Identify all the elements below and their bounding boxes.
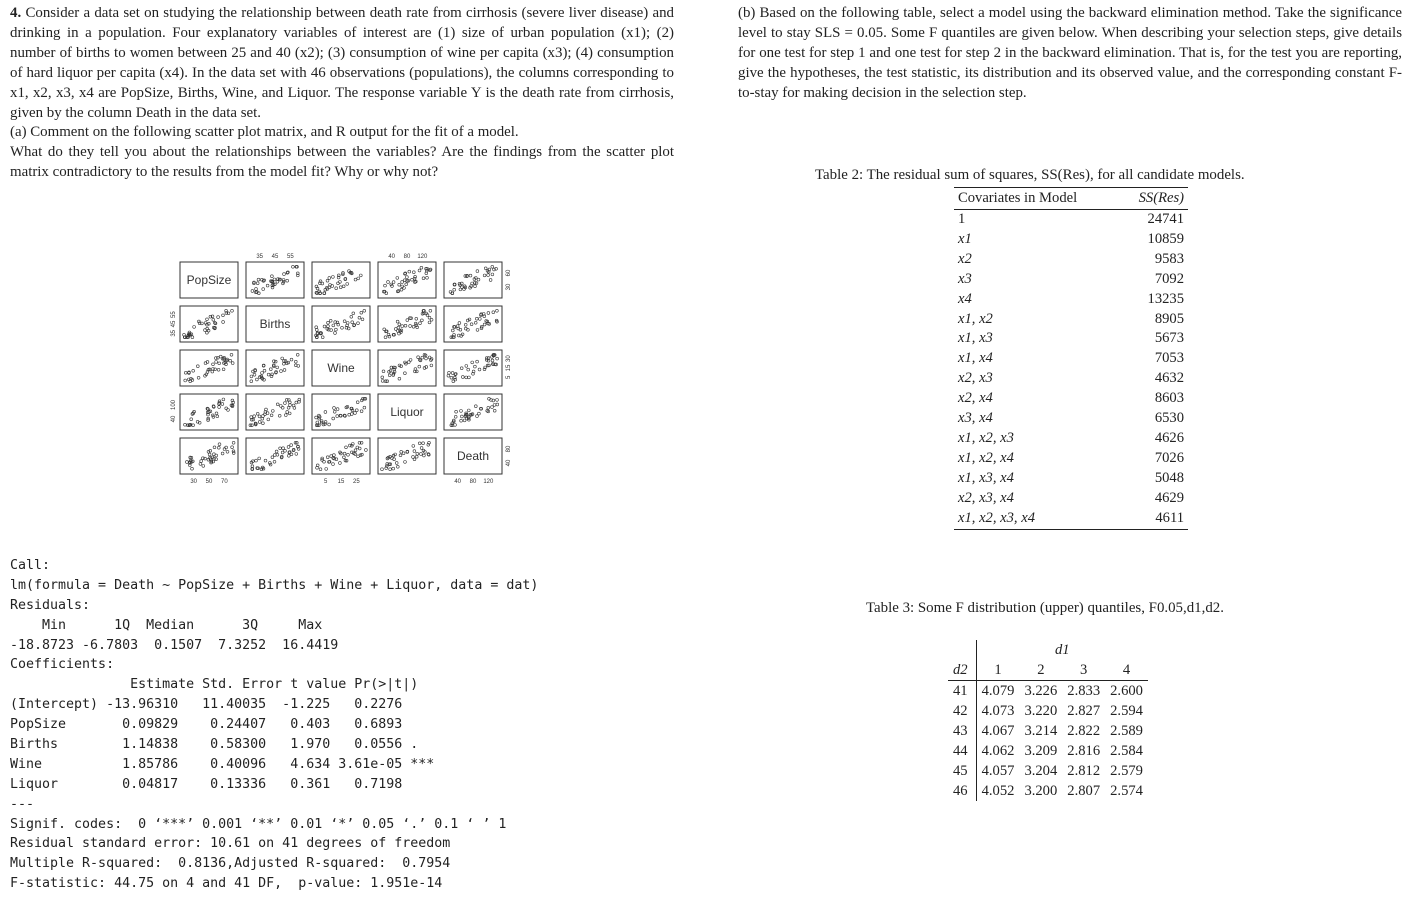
table2-ss-cell: 13235	[1147, 290, 1184, 307]
table3-cell: 3.200	[1024, 783, 1058, 799]
axis-tick-label: 15	[337, 479, 345, 485]
table3-d2-value: 46	[948, 781, 976, 801]
r-output-line: Call:	[10, 558, 51, 573]
axis-tick-label: 45	[171, 320, 177, 328]
r-output-line: Births 1.14838 0.58300 1.970 0.0556 .	[10, 737, 419, 753]
table3-d1-value: 4	[1105, 660, 1148, 681]
variable-label-popsize: PopSize	[186, 273, 232, 287]
r-output-line: Residual standard error: 10.61 on 41 degrees of freedom	[10, 836, 451, 852]
axis-tick-label: 40	[454, 479, 462, 485]
question-intro-text: Consider a data set on studying the relationship between death rate from cirrhosis (severe liver disease) and drinking in a population. Four explanatory variables of interest are (1) size of urban population (x1); (2) number of births to women between 25 and 40 (x2); (3) consumption of wine per capita (x3); (4) consumption of hard liquor per capita (x4). In the data set with 46 observations (populations), the columns corresponding to x1, x2, x3, x4 are PopSize, Births, Wine, and Liquor. The response variable Y is the death rate from cirrhosis, given by the column Death in the data set.	[10, 5, 674, 121]
table3-d1-value: 2	[1019, 660, 1062, 681]
table2-ss-cell: 8603	[1154, 390, 1184, 407]
part-a-line-1: (a) Comment on the following scatter plot matrix, and R output for the fit of a model.	[10, 124, 519, 141]
part-a-line-2: What do they tell you about the relationships between the variables? Are the findings from the scatter plot matrix contradictory to the results from the model fit? Why or why not?	[10, 144, 674, 181]
table2-ss-cell: 5048	[1154, 469, 1184, 486]
axis-tick-label: 15	[506, 364, 512, 372]
left-column	[10, 4, 674, 183]
table3-caption: Table 3: Some F distribution (upper) quantiles, F0.05,d1,d2.	[866, 600, 1224, 616]
table3-cell: 3.204	[1024, 763, 1058, 779]
table2-ss-cell: 4611	[1155, 509, 1184, 526]
axis-tick-label: 25	[352, 479, 360, 485]
table3-cell: 2.822	[1067, 723, 1101, 739]
question-intro	[10, 4, 674, 123]
axis-tick-label: 45	[271, 254, 279, 260]
table2-row	[954, 270, 1188, 290]
axis-tick-label: 5	[506, 375, 512, 380]
axis-tick-label: 30	[506, 283, 512, 291]
scatter-panel	[246, 350, 304, 386]
axis-tick-label: 120	[417, 254, 428, 260]
r-output-line: lm(formula = Death ~ PopSize + Births + Wine + Liquor, data = dat)	[10, 577, 539, 593]
table3-cell: 4.062	[981, 743, 1015, 759]
table2-row	[954, 389, 1188, 409]
axis-tick-label: 40	[388, 254, 396, 260]
table3-d2-value: 41	[948, 681, 976, 702]
r-output-line: (Intercept) -13.96310 11.40035 -1.225 0.2276	[10, 697, 403, 713]
axis-tick-label: 70	[220, 479, 228, 485]
table2-model-cell: 1	[958, 211, 966, 227]
table2-row	[954, 509, 1188, 529]
r-output-line: Residuals:	[10, 597, 91, 613]
r-output-line: Estimate Std. Error t value Pr(>|t|)	[10, 677, 419, 693]
r-output-line: ---	[10, 796, 35, 812]
table2-ss-cell: 8905	[1154, 310, 1184, 327]
table3-d2-value: 42	[948, 701, 976, 721]
r-output-line: -18.8723 -6.7803 0.1507 7.3252 16.4419	[10, 637, 339, 653]
table3-row	[948, 681, 1148, 702]
table2-row	[954, 469, 1188, 489]
table2-model-cell: x1	[958, 230, 972, 247]
r-output-line: Multiple R-squared: 0.8136,Adjusted R-squared: 0.7954	[10, 856, 451, 872]
table2-ss-cell: 6530	[1154, 410, 1184, 427]
table3-cell: 4.052	[981, 783, 1015, 799]
table2-model-cell: x2, x3, x4	[958, 489, 1014, 506]
table2-row	[954, 310, 1188, 330]
table2-row	[954, 409, 1188, 429]
table3-corner	[948, 640, 976, 660]
table2-row	[954, 230, 1188, 250]
table2-model-cell: x1, x2	[958, 310, 993, 327]
table2-ss-cell: 5673	[1154, 330, 1184, 347]
table3-d2-label: d2	[948, 660, 976, 681]
table3-row	[948, 701, 1148, 721]
axis-tick-label: 80	[403, 254, 411, 260]
table3-cell: 3.220	[1024, 703, 1058, 719]
table3-cell: 2.574	[1110, 783, 1143, 799]
r-output-line: Coefficients:	[10, 657, 115, 673]
table3-cell: 3.226	[1024, 683, 1058, 699]
table3-cell: 4.057	[981, 763, 1015, 779]
r-output-line: Liquor 0.04817 0.13336 0.361 0.7198	[10, 776, 403, 792]
table2	[954, 187, 1188, 530]
table2-model-cell: x4	[958, 290, 972, 307]
variable-label-wine: Wine	[327, 361, 355, 375]
table2-row	[954, 349, 1188, 369]
table2-model-cell: x2, x4	[958, 390, 993, 407]
table2-body	[954, 210, 1188, 530]
table3-cell: 4.067	[981, 723, 1015, 739]
table2-model-cell: x1, x3	[958, 330, 993, 347]
table3-row	[948, 761, 1148, 781]
table2-row	[954, 369, 1188, 389]
table3-d1-value: 3	[1062, 660, 1105, 681]
r-output-line: F-statistic: 44.75 on 4 and 41 DF, p-value: 1.951e-14	[10, 876, 443, 892]
right-column	[738, 4, 1402, 104]
table3	[948, 640, 1148, 801]
table3-cell: 3.214	[1024, 723, 1058, 739]
table2-row	[954, 290, 1188, 310]
table3-cell: 2.594	[1110, 703, 1143, 719]
table2-caption: Table 2: The residual sum of squares, SS(Res), for all candidate models.	[815, 167, 1245, 183]
table3-cell: 2.812	[1067, 763, 1101, 779]
table3-d2-value: 45	[948, 761, 976, 781]
axis-tick-label: 50	[205, 479, 213, 485]
table3-cell: 2.579	[1110, 763, 1143, 779]
table3-cell: 2.807	[1067, 783, 1101, 799]
table2-model-cell: x1, x3, x4	[958, 469, 1014, 486]
question-number: 4.	[10, 5, 22, 21]
table2-model-cell: x1, x2, x3	[958, 429, 1014, 446]
table2-model-cell: x2	[958, 250, 972, 267]
table3-row	[948, 721, 1148, 741]
r-output-line: PopSize 0.09829 0.24407 0.403 0.6893	[10, 717, 403, 733]
variable-label-liquor: Liquor	[390, 405, 424, 419]
table3-cell: 4.079	[981, 683, 1015, 699]
table3-header-row	[948, 660, 1148, 681]
table2-model-cell: x1, x4	[958, 350, 993, 367]
table2-model-cell: x2, x3	[958, 370, 993, 387]
table2-header-covariates: Covariates in Model	[954, 188, 1119, 210]
axis-tick-label: 40	[171, 415, 177, 423]
table3-d2-value: 44	[948, 741, 976, 761]
axis-tick-label: 80	[506, 445, 512, 453]
table2-ss-cell: 7026	[1154, 449, 1184, 466]
table2-ss-cell: 10859	[1147, 230, 1184, 247]
table2-ss-cell: 7092	[1154, 270, 1184, 287]
table2-row	[954, 429, 1188, 449]
axis-tick-label: 35	[171, 329, 177, 337]
table3-d1-label: d1	[1054, 642, 1070, 658]
table2-model-cell: x1, x2, x3, x4	[958, 509, 1035, 526]
variable-label-death: Death	[456, 449, 490, 463]
table2-row	[954, 250, 1188, 270]
table3-d2-value: 43	[948, 721, 976, 741]
table2-row	[954, 449, 1188, 469]
table2-ss-cell: 4632	[1154, 370, 1184, 387]
table3-cell: 2.600	[1110, 683, 1143, 699]
table3-body	[948, 640, 1148, 801]
axis-tick-label: 55	[286, 254, 294, 260]
table2-ss-cell: 4629	[1154, 489, 1184, 506]
table2-model-cell: x3, x4	[958, 410, 993, 427]
axis-tick-label: 5	[323, 479, 328, 485]
scatter-plot-matrix	[162, 248, 528, 496]
axis-tick-label: 80	[469, 479, 477, 485]
table3-cell: 2.827	[1067, 703, 1101, 719]
table3-d1-value: 1	[976, 660, 1019, 681]
variable-label-births: Births	[259, 317, 291, 331]
axis-tick-label: 30	[190, 479, 198, 485]
axis-tick-label: 30	[506, 355, 512, 363]
table2-row	[954, 329, 1188, 349]
scatter-panel	[378, 438, 436, 474]
table3-d1-label-row	[948, 640, 1148, 660]
axis-tick-label: 40	[506, 459, 512, 467]
table2-model-cell: x3	[958, 270, 972, 287]
table3-cell: 2.833	[1067, 683, 1101, 699]
table3-cell: 3.209	[1024, 743, 1058, 759]
table3-cell: 2.584	[1110, 743, 1143, 759]
r-output-line: Signif. codes: 0 ‘***’ 0.001 ‘**’ 0.01 ‘*’ 0.05 ‘.’ 0.1 ‘ ’ 1	[10, 816, 507, 832]
table3-row	[948, 781, 1148, 801]
r-output	[10, 556, 710, 894]
table2-ss-cell: 7053	[1154, 350, 1184, 367]
table2-row	[954, 210, 1188, 230]
table3-cell: 2.816	[1067, 743, 1101, 759]
table3-row	[948, 741, 1148, 761]
table2-row	[954, 489, 1188, 509]
scatter-plot-matrix-svg	[162, 248, 528, 496]
axis-tick-label: 60	[506, 269, 512, 277]
part-b-text: (b) Based on the following table, select a model using the backward elimination method. Take the significance level to stay SLS = 0.05. Some F quantiles are given below. When describing your selection steps, give details for one test for step 1 and one test for step 2 in the backward elimination. That is, for the test you are reporting, give the hypotheses, the test statistic, its distribution and its observed value, and the corresponding constant F-to-stay for making decision in the selection step.	[738, 5, 1402, 101]
table3-cell: 2.589	[1110, 723, 1143, 739]
table2-ss-cell: 4626	[1154, 429, 1184, 446]
axis-tick-label: 100	[171, 399, 177, 411]
table3-cell: 4.073	[981, 703, 1015, 719]
axis-tick-label: 55	[171, 311, 177, 319]
table2-header-row	[954, 188, 1188, 210]
axis-tick-label: 35	[256, 254, 264, 260]
r-output-line: Min 1Q Median 3Q Max	[10, 617, 323, 633]
table2-ss-cell: 9583	[1154, 250, 1184, 267]
table2-ss-cell: 24741	[1147, 211, 1184, 227]
table2-header-ss: SS(Res)	[1119, 188, 1188, 210]
axis-tick-label: 120	[483, 479, 494, 485]
r-output-line: Wine 1.85786 0.40096 4.634 3.61e-05 ***	[10, 756, 435, 772]
table2-model-cell: x1, x2, x4	[958, 449, 1014, 466]
